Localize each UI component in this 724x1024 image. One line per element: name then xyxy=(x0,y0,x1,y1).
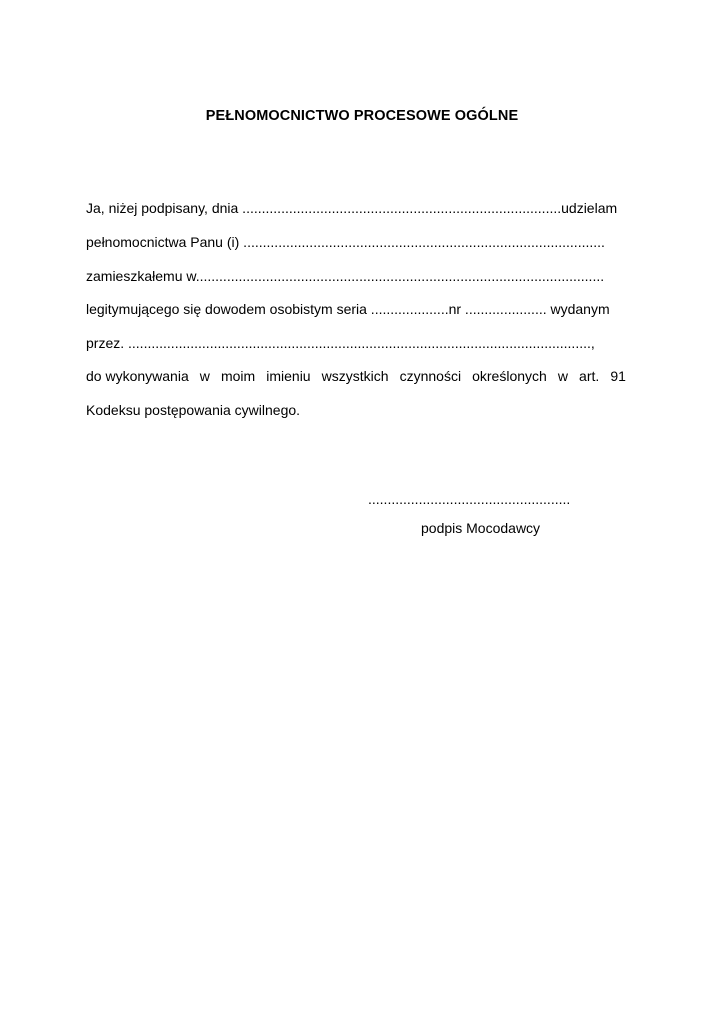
body-line-id-card: legitymującego się dowodem osobistym seria ....................nr ..................... wydanym xyxy=(86,301,610,317)
body-line-scope xyxy=(86,367,626,385)
scope-word: art. xyxy=(579,368,600,384)
scope-word: czynności xyxy=(399,368,462,384)
scope-word: do wykonywania xyxy=(86,368,189,384)
scope-word: 91 xyxy=(610,368,626,384)
body-line-issued-by: przez. ......................................................................................................................., xyxy=(86,335,595,351)
scope-word: wszystkich xyxy=(321,368,389,384)
signature-line: .................................................... xyxy=(368,491,571,507)
body-line-date: Ja, niżej podpisany, dnia ..................................................................................udzielam xyxy=(86,200,618,216)
scope-word: w xyxy=(199,368,210,384)
scope-word: w xyxy=(557,368,568,384)
scope-word: moim xyxy=(220,368,256,384)
signature-label: podpis Mocodawcy xyxy=(421,520,541,536)
body-line-attorney: pełnomocnictwa Panu (i) ............................................................................................. xyxy=(86,234,605,250)
body-line-residence: zamieszkałemu w......................................................................................................... xyxy=(86,268,605,284)
body-line-code: Kodeksu postępowania cywilnego. xyxy=(86,402,301,418)
document-title: PEŁNOMOCNICTWO PROCESOWE OGÓLNE xyxy=(205,108,519,124)
scope-word: określonych xyxy=(472,368,547,384)
scope-word: imieniu xyxy=(266,368,311,384)
